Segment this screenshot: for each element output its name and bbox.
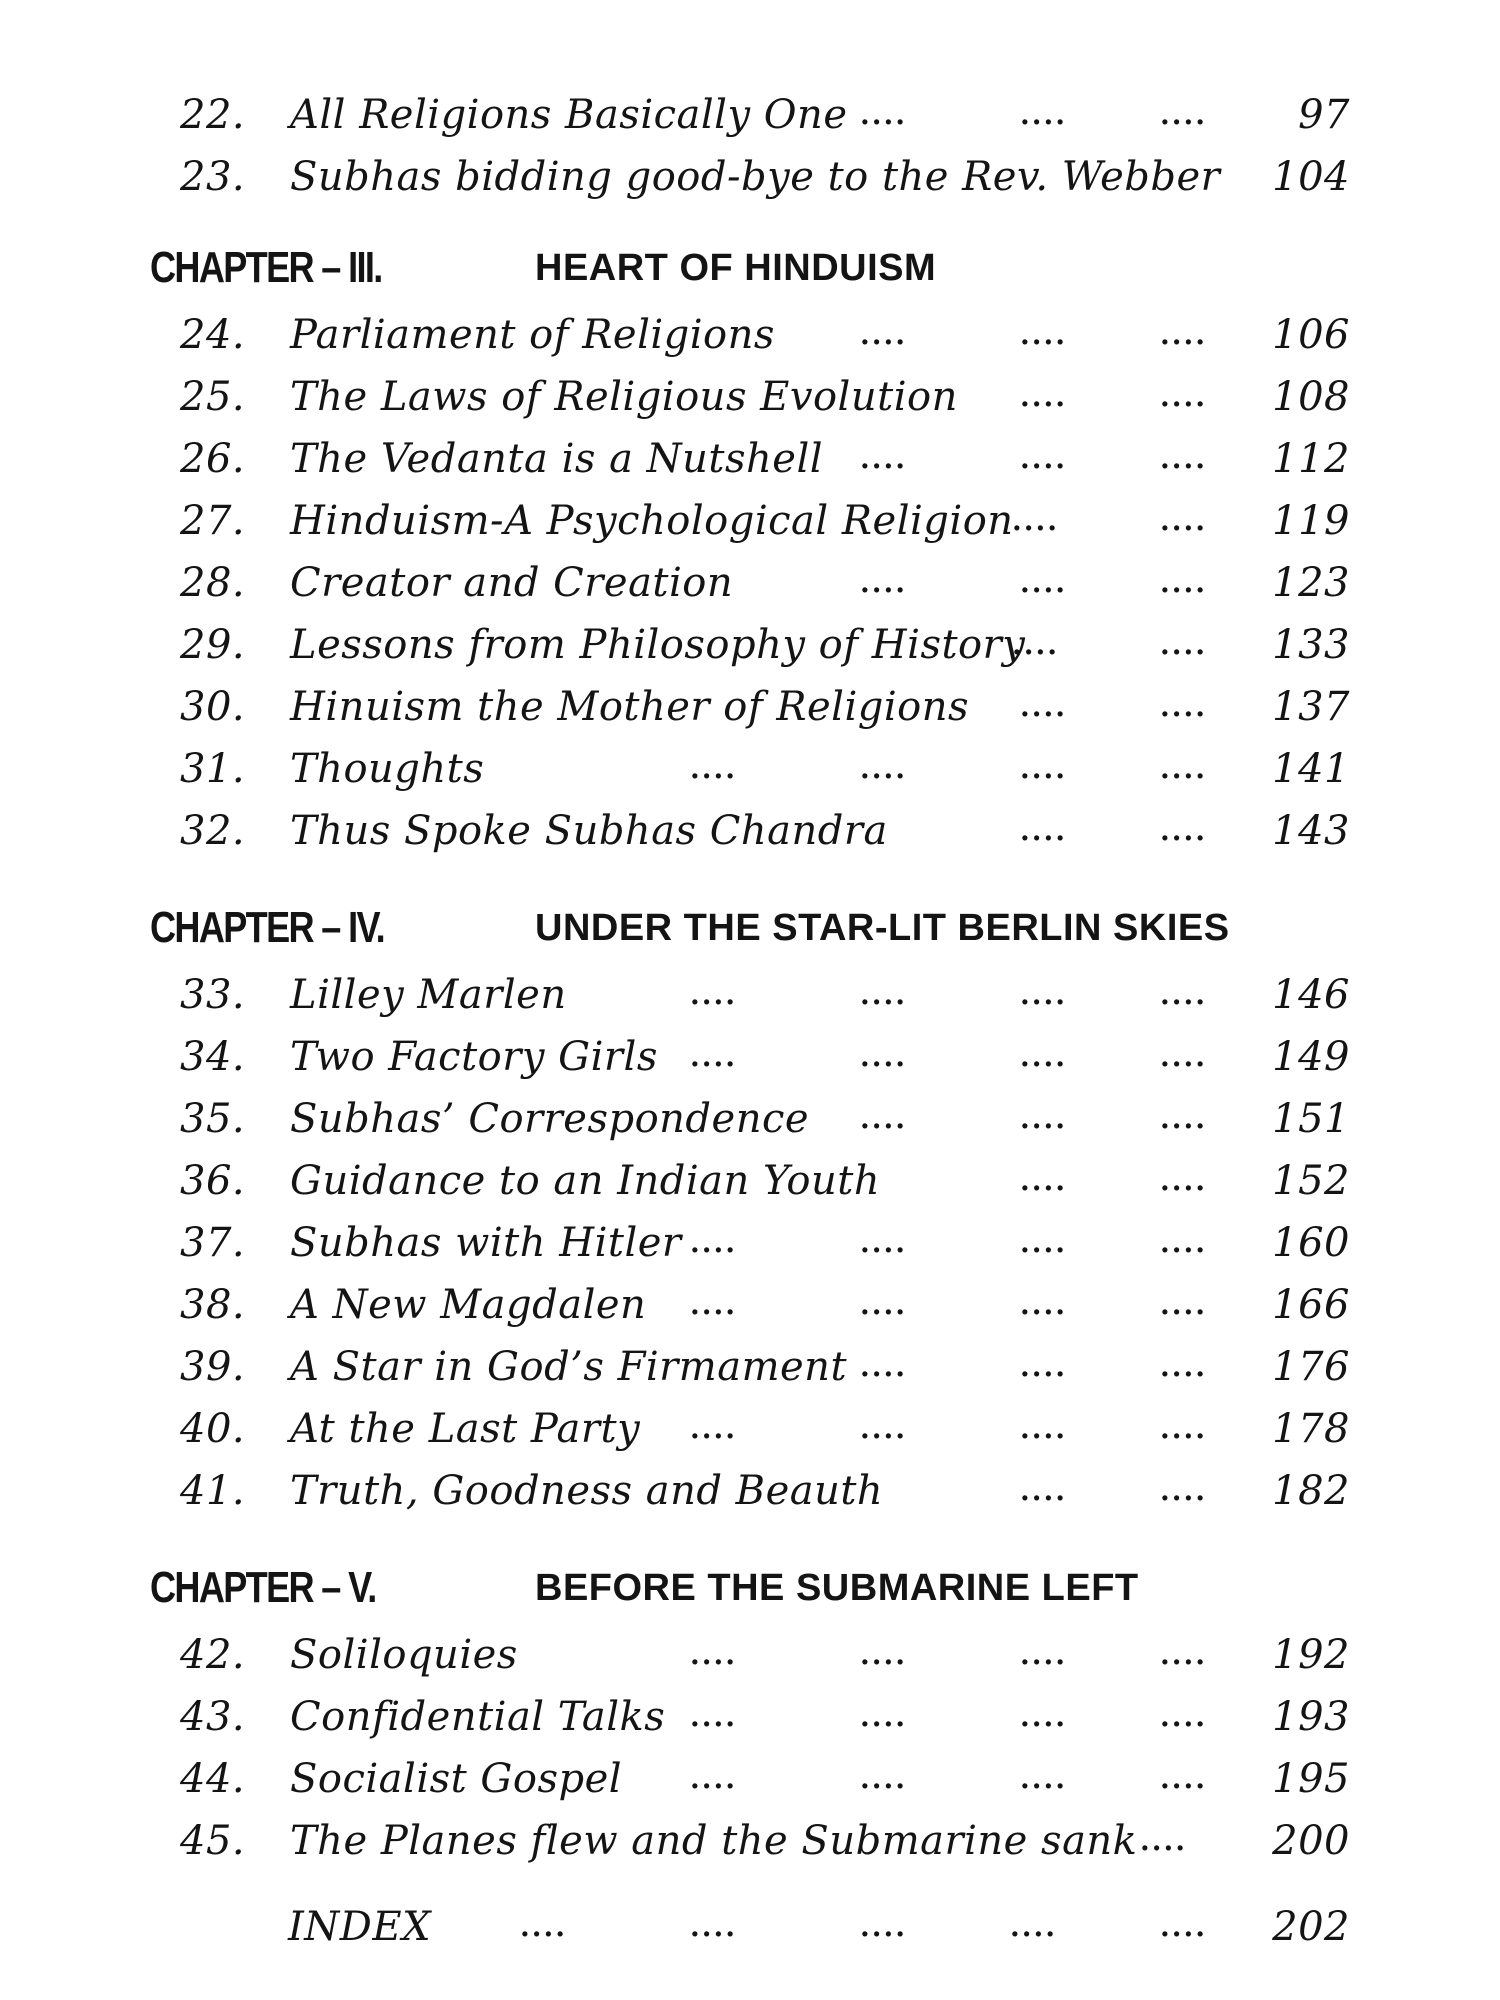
- entry-page-number: 133: [1272, 622, 1350, 668]
- leader-dots: ....: [860, 1762, 907, 1795]
- leader-dots: ....: [860, 1638, 907, 1671]
- entry-page-number: 182: [1272, 1468, 1350, 1514]
- index-title: INDEX: [288, 1904, 432, 1950]
- toc-entry-40[interactable]: [0, 1398, 1500, 1460]
- toc-entry-37[interactable]: [0, 1212, 1500, 1274]
- chapter-label: CHAPTER – V.: [150, 1563, 376, 1612]
- entry-number: 34.: [180, 1034, 246, 1080]
- entry-title: Confidential Talks: [290, 1694, 666, 1740]
- leader-dots: ....: [690, 1700, 737, 1733]
- leader-dots: ....: [690, 1412, 737, 1445]
- entry-page-number: 104: [1272, 154, 1350, 200]
- leader-dots: ....: [690, 1762, 737, 1795]
- entry-title: At the Last Party: [290, 1406, 641, 1452]
- entry-title: Subhas bidding good-bye to the Rev. Webber: [290, 154, 1221, 200]
- entry-page-number: 151: [1272, 1096, 1350, 1142]
- leader-dots: ....: [860, 1226, 907, 1259]
- leader-dots: ....: [690, 1040, 737, 1073]
- entry-title: All Religions Basically One: [290, 92, 848, 138]
- leader-dots: ....: [1160, 98, 1207, 131]
- entry-number: 24.: [180, 312, 246, 358]
- entry-page-number: 200: [1272, 1818, 1350, 1864]
- leader-dots: ....: [1160, 1040, 1207, 1073]
- leader-dots: ....: [1020, 690, 1067, 723]
- toc-entry-29[interactable]: [0, 614, 1500, 676]
- toc-entry-36[interactable]: [0, 1150, 1500, 1212]
- entry-title: Lilley Marlen: [290, 972, 567, 1018]
- entry-page-number: 149: [1272, 1034, 1350, 1080]
- entry-title: The Vedanta is a Nutshell: [290, 436, 824, 482]
- entry-title: A Star in God’s Firmament: [290, 1344, 848, 1390]
- chapter-heading-iii: [0, 236, 1500, 300]
- entry-number: 26.: [180, 436, 246, 482]
- leader-dots: ....: [1020, 1102, 1067, 1135]
- toc-entry-39[interactable]: [0, 1336, 1500, 1398]
- leader-dots: ....: [1020, 1700, 1067, 1733]
- leader-dots: ....: [1020, 1638, 1067, 1671]
- entry-title: Subhas with Hitler: [290, 1220, 682, 1266]
- toc-entry-28[interactable]: [0, 552, 1500, 614]
- leader-dots: ....: [860, 566, 907, 599]
- leader-dots: ....: [1020, 978, 1067, 1011]
- entry-number: 25.: [180, 374, 246, 420]
- toc-entry-30[interactable]: [0, 676, 1500, 738]
- leader-dots: ....: [690, 978, 737, 1011]
- leader-dots: ....: [1160, 1164, 1207, 1197]
- entry-page-number: 192: [1272, 1632, 1350, 1678]
- entry-page-number: 160: [1272, 1220, 1350, 1266]
- leader-dots: ....: [520, 1910, 567, 1943]
- entry-number: 44.: [180, 1756, 246, 1802]
- leader-dots: ....: [1160, 1288, 1207, 1321]
- leader-dots: ....: [1160, 752, 1207, 785]
- leader-dots: ....: [1160, 1762, 1207, 1795]
- entry-page-number: 152: [1272, 1158, 1350, 1204]
- entry-page-number: 143: [1272, 808, 1350, 854]
- leader-dots: ....: [1160, 628, 1207, 661]
- entry-title: Soliloquies: [290, 1632, 518, 1678]
- entry-page-number: 141: [1272, 746, 1350, 792]
- leader-dots: ....: [1020, 752, 1067, 785]
- entry-number: 32.: [180, 808, 246, 854]
- entry-title: A New Magdalen: [290, 1282, 647, 1328]
- leader-dots: ....: [1160, 978, 1207, 1011]
- toc-entry-35[interactable]: [0, 1088, 1500, 1150]
- leader-dots: ....: [1010, 1910, 1057, 1943]
- chapter-title: BEFORE THE SUBMARINE LEFT: [535, 1567, 1139, 1609]
- entry-title: Thoughts: [290, 746, 485, 792]
- leader-dots: ....: [860, 1350, 907, 1383]
- entry-page-number: 119: [1272, 498, 1350, 544]
- leader-dots: ....: [1020, 1040, 1067, 1073]
- leader-dots: ....: [1160, 1474, 1207, 1507]
- entry-page-number: 146: [1272, 972, 1350, 1018]
- entry-title: Two Factory Girls: [290, 1034, 658, 1080]
- toc-entry-24[interactable]: [0, 304, 1500, 366]
- entry-number: 30.: [180, 684, 246, 730]
- leader-dots: ....: [1160, 690, 1207, 723]
- leader-dots: ....: [1160, 1638, 1207, 1671]
- entry-title: Thus Spoke Subhas Chandra: [290, 808, 888, 854]
- toc-entry-25[interactable]: [0, 366, 1500, 428]
- chapter-heading-v: [0, 1556, 1500, 1620]
- entry-number: 29.: [180, 622, 246, 668]
- leader-dots: ....: [1020, 1288, 1067, 1321]
- leader-dots: ....: [1160, 318, 1207, 351]
- entry-page-number: 195: [1272, 1756, 1350, 1802]
- leader-dots: ....: [1140, 1824, 1187, 1857]
- entry-page-number: 137: [1272, 684, 1350, 730]
- entry-number: 37.: [180, 1220, 246, 1266]
- entry-title: Creator and Creation: [290, 560, 734, 606]
- entry-number: 23.: [180, 154, 246, 200]
- leader-dots: ....: [860, 1288, 907, 1321]
- leader-dots: ....: [1160, 1412, 1207, 1445]
- toc-entry-43[interactable]: [0, 1686, 1500, 1748]
- leader-dots: ....: [1020, 566, 1067, 599]
- leader-dots: ....: [860, 1700, 907, 1733]
- entry-number: 39.: [180, 1344, 246, 1390]
- leader-dots: ....: [690, 1910, 737, 1943]
- entry-number: 33.: [180, 972, 246, 1018]
- entry-title: The Planes flew and the Submarine sank: [290, 1818, 1138, 1864]
- leader-dots: ....: [1160, 504, 1207, 537]
- entry-number: 45.: [180, 1818, 246, 1864]
- entry-title: Parliament of Religions: [290, 312, 775, 358]
- leader-dots: ....: [860, 1040, 907, 1073]
- entry-number: 43.: [180, 1694, 246, 1740]
- toc-entry-26[interactable]: [0, 428, 1500, 490]
- chapter-label: CHAPTER – IV.: [150, 903, 384, 952]
- leader-dots: ....: [690, 1288, 737, 1321]
- toc-entry-44[interactable]: [0, 1748, 1500, 1810]
- leader-dots: ....: [690, 752, 737, 785]
- entry-number: 31.: [180, 746, 246, 792]
- leader-dots: ....: [1160, 1350, 1207, 1383]
- leader-dots: ....: [1020, 1762, 1067, 1795]
- toc-entry-41[interactable]: [0, 1460, 1500, 1522]
- leader-dots: ....: [1020, 442, 1067, 475]
- leader-dots: ....: [1160, 814, 1207, 847]
- entry-number: 40.: [180, 1406, 246, 1452]
- toc-entry-38[interactable]: [0, 1274, 1500, 1336]
- toc-entry-34[interactable]: [0, 1026, 1500, 1088]
- leader-dots: ....: [860, 442, 907, 475]
- toc-entry-45[interactable]: [0, 1810, 1500, 1872]
- toc-entry-31[interactable]: [0, 738, 1500, 800]
- entry-page-number: 193: [1272, 1694, 1350, 1740]
- leader-dots: ....: [1020, 380, 1067, 413]
- toc-entry-index[interactable]: [0, 1896, 1500, 1958]
- leader-dots: ....: [1020, 1412, 1067, 1445]
- leader-dots: ....: [690, 1226, 737, 1259]
- leader-dots: ....: [860, 1102, 907, 1135]
- entry-number: 22.: [180, 92, 246, 138]
- toc-entry-42[interactable]: [0, 1624, 1500, 1686]
- chapter-title: UNDER THE STAR-LIT BERLIN SKIES: [535, 907, 1230, 949]
- entry-number: 28.: [180, 560, 246, 606]
- leader-dots: ....: [1160, 1102, 1207, 1135]
- leader-dots: ....: [860, 1910, 907, 1943]
- toc-entry-32[interactable]: [0, 800, 1500, 862]
- leader-dots: ....: [860, 978, 907, 1011]
- leader-dots: ....: [1160, 566, 1207, 599]
- entry-number: 42.: [180, 1632, 246, 1678]
- leader-dots: ....: [1012, 504, 1059, 537]
- entry-number: 38.: [180, 1282, 246, 1328]
- entry-page-number: 176: [1272, 1344, 1350, 1390]
- entry-title: Subhas’ Correspondence: [290, 1096, 810, 1142]
- chapter-label: CHAPTER – III.: [150, 243, 382, 292]
- entry-number: 35.: [180, 1096, 246, 1142]
- leader-dots: ....: [860, 1412, 907, 1445]
- entry-title: Hinuism the Mother of Religions: [290, 684, 970, 730]
- entry-page-number: 166: [1272, 1282, 1350, 1328]
- leader-dots: ....: [1160, 1910, 1207, 1943]
- toc-entry-33[interactable]: [0, 964, 1500, 1026]
- leader-dots: ....: [1012, 628, 1059, 661]
- entry-title: Truth, Goodness and Beauth: [290, 1468, 884, 1514]
- leader-dots: ....: [1020, 1226, 1067, 1259]
- entry-title: Guidance to an Indian Youth: [290, 1158, 881, 1204]
- leader-dots: ....: [1160, 1226, 1207, 1259]
- entry-page-number: 178: [1272, 1406, 1350, 1452]
- entry-page-number: 202: [1272, 1904, 1350, 1950]
- chapter-title: HEART OF HINDUISM: [535, 247, 937, 289]
- leader-dots: ....: [1160, 1700, 1207, 1733]
- leader-dots: ....: [1020, 1474, 1067, 1507]
- leader-dots: ....: [1020, 814, 1067, 847]
- entry-title: Socialist Gospel: [290, 1756, 623, 1802]
- toc-entry-23[interactable]: [0, 146, 1500, 208]
- leader-dots: ....: [860, 98, 907, 131]
- leader-dots: ....: [1160, 380, 1207, 413]
- leader-dots: ....: [860, 752, 907, 785]
- entry-page-number: 112: [1272, 436, 1350, 482]
- entry-number: 36.: [180, 1158, 246, 1204]
- leader-dots: ....: [690, 1638, 737, 1671]
- entry-page-number: 108: [1272, 374, 1350, 420]
- entry-title: Lessons from Philosophy of History: [290, 622, 1026, 668]
- entry-title: The Laws of Religious Evolution: [290, 374, 958, 420]
- entry-title: Hinduism-A Psychological Religion: [290, 498, 1014, 544]
- toc-entry-27[interactable]: [0, 490, 1500, 552]
- entry-number: 41.: [180, 1468, 246, 1514]
- leader-dots: ....: [860, 318, 907, 351]
- leader-dots: ....: [1020, 98, 1067, 131]
- entry-page-number: 123: [1272, 560, 1350, 606]
- chapter-heading-iv: [0, 896, 1500, 960]
- leader-dots: ....: [1160, 442, 1207, 475]
- toc-entry-22[interactable]: [0, 84, 1500, 146]
- leader-dots: ....: [1020, 1350, 1067, 1383]
- leader-dots: ....: [1020, 318, 1067, 351]
- entry-page-number: 97: [1298, 92, 1350, 138]
- leader-dots: ....: [1020, 1164, 1067, 1197]
- entry-page-number: 106: [1272, 312, 1350, 358]
- entry-number: 27.: [180, 498, 246, 544]
